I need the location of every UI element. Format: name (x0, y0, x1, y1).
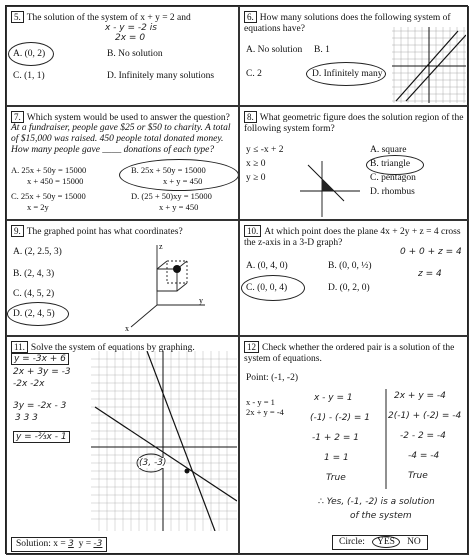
choice-c-line2: x = 2y (27, 202, 49, 212)
question-number: 5. (11, 11, 24, 23)
handwritten-work: 2x + 3y = -3 (13, 367, 71, 377)
work-left: True (326, 473, 346, 483)
question-number: 8. (244, 111, 257, 123)
handwritten-work: 2x = 0 (115, 33, 146, 43)
work-left: -1 + 2 = 1 (312, 433, 359, 443)
question-9 (6, 220, 239, 336)
choice-c: C. 2 (246, 69, 262, 79)
question-7 (6, 106, 239, 220)
word-problem: At a fundraiser, people gave $25 or $50 to charity. A total of $15,000 was raised. 450 people total donated money. How many people gave ____ donations of each type? (11, 123, 231, 155)
question-8 (239, 106, 469, 220)
point-label: Point: (-1, -2) (246, 373, 298, 383)
work-right: -4 = -4 (408, 451, 440, 461)
work-right: 2x + y = -4 (394, 391, 446, 401)
question-prompt: The graphed point has what coordinates? (26, 227, 183, 237)
choice-a: A. (0, 2) (13, 49, 46, 59)
question-prompt: At which point does the plane 4x + 2y + z = 4 cross the z-axis in a 3-D graph? (244, 227, 461, 248)
handwritten-work: 3 3 3 (15, 413, 38, 423)
choice-c: C. (4, 5, 2) (13, 289, 55, 299)
work-left: 1 = 1 (324, 453, 349, 463)
question-10 (239, 220, 469, 336)
axis-label: x (125, 324, 129, 333)
question-number: 7. (11, 111, 24, 123)
equation: x - y = 1 (246, 397, 275, 407)
no-option: NO (407, 537, 421, 547)
choice-d: D. (25 + 50)xy = 15000 (131, 191, 212, 201)
question-number: 6. (244, 11, 257, 23)
question-number: 12 (244, 341, 259, 353)
answer-circle (241, 275, 305, 301)
choice-b: B. (0, 0, ½) (328, 261, 372, 271)
question-number: 9. (11, 225, 24, 237)
question-12 (239, 336, 469, 555)
choice-a: A. 25x + 50y = 15000 (11, 165, 87, 175)
choice-b: B. (2, 4, 3) (13, 269, 55, 279)
work-right: -2 - 2 = -4 (400, 431, 446, 441)
choice-d: D. (2, 4, 5) (13, 309, 55, 319)
choice-b: B. 1 (314, 45, 330, 55)
answer-circle (119, 159, 239, 191)
answer-circle (7, 302, 69, 326)
choice-b: B. No solution (107, 49, 163, 59)
work-right: 2(-1) + (-2) = -4 (388, 411, 462, 421)
inequality: x ≥ 0 (246, 159, 266, 169)
solution-row: Solution: x = 3 y = -3 (11, 537, 107, 552)
handwritten-work: y = -3x + 6 (11, 353, 69, 365)
equation: 2x + y = -4 (246, 407, 284, 417)
handwritten-work: y = -⅔x - 1 (13, 431, 70, 443)
yes-option: YES (372, 536, 400, 548)
worksheet (5, 5, 468, 554)
question-number: 11. (11, 341, 28, 353)
solution-y: -3 (93, 539, 103, 549)
handwritten-work: 0 + 0 + z = 4 (400, 247, 462, 257)
graph-shaded-region (300, 161, 360, 217)
choice-d: D. Infinitely many (312, 69, 383, 79)
answer-circle (366, 155, 424, 175)
choice-a: A. (2, 2.5, 3) (13, 247, 62, 257)
choice-b-line2: x + y = 450 (163, 176, 203, 186)
choice-d-line2: x + y = 450 (159, 202, 199, 212)
choice-a: A. No solution (246, 45, 303, 55)
conclusion: of the system (350, 511, 412, 521)
divider-line (384, 389, 388, 489)
graph-3d-point (117, 241, 207, 333)
choice-c: C. 25x + 50y = 15000 (11, 191, 86, 201)
inequality: y ≤ -x + 2 (246, 145, 284, 155)
choice-d: D. Infinitely many solutions (107, 71, 215, 81)
axis-label: y (199, 296, 203, 305)
question-number: 10. (244, 225, 261, 237)
question-prompt: Which system would be used to answer the question? (26, 113, 230, 123)
choice-a: A. square (370, 145, 407, 155)
graph-parallel-lines (392, 27, 466, 103)
choice-c: C. (0, 0, 4) (246, 283, 288, 293)
choice-b: B. 25x + 50y = 15000 (131, 165, 206, 175)
work-left: x - y = 1 (314, 393, 353, 403)
handwritten-work: 3y = -2x - 3 (13, 401, 67, 411)
question-6 (239, 6, 469, 106)
question-11 (6, 336, 239, 555)
choice-d: D. (0, 2, 0) (328, 283, 370, 293)
question-prompt: How many solutions does the following system of equations have? (244, 13, 451, 34)
work-left: (-1) - (-2) = 1 (310, 413, 370, 423)
choice-a-line2: x + 450 = 15000 (27, 176, 84, 186)
answer-circle (306, 62, 386, 86)
handwritten-work: x - y = -2 is (105, 23, 157, 33)
choice-d: D. rhombus (370, 187, 415, 197)
choice-c: C. pentagon (370, 173, 416, 183)
question-5 (6, 6, 239, 106)
conclusion: ∴ Yes, (-1, -2) is a solution (318, 497, 435, 507)
choice-c: C. (1, 1) (13, 71, 45, 81)
choice-b: B. triangle (370, 159, 411, 169)
graph-coordinate-grid (91, 351, 237, 531)
handwritten-work: -2x -2x (13, 379, 45, 389)
axis-label: z (159, 242, 163, 251)
answer-circle (8, 42, 54, 66)
question-prompt: Check whether the ordered pair is a solution of the system of equations. (244, 343, 455, 364)
solution-x: 3 (68, 539, 74, 549)
choice-a: A. (0, 4, 0) (246, 261, 288, 271)
intersection-label: (3, -3) (139, 458, 167, 468)
work-right: True (408, 471, 428, 481)
circle-answer-box: Circle: YES NO (332, 535, 428, 550)
inequality: y ≥ 0 (246, 173, 266, 183)
handwritten-work: z = 4 (418, 269, 442, 279)
question-prompt: The solution of the system of x + y = 2 and (26, 13, 191, 23)
question-prompt: Solve the system of equations by graphing. (30, 343, 195, 353)
question-prompt: What geometric figure does the solution region of the following system form? (244, 113, 464, 134)
